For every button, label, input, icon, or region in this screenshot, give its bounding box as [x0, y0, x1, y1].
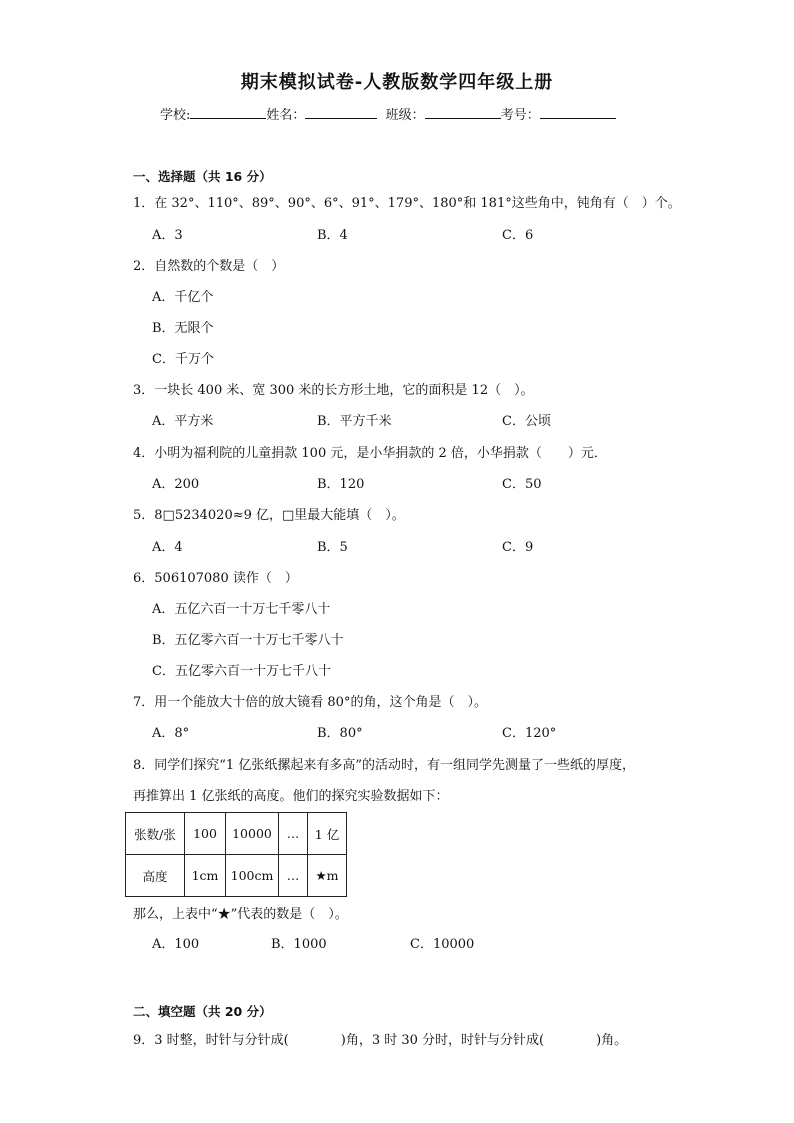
- table-cell: 100cm: [226, 855, 279, 897]
- q6-option-b[interactable]: B．五亿零六百一十万七千零八十: [152, 633, 344, 648]
- table-cell: 100: [185, 813, 226, 855]
- q4-option-c[interactable]: C．50: [502, 477, 542, 492]
- section-heading-choice: 一、选择题（共 16 分）: [133, 169, 272, 184]
- q2-option-c[interactable]: C．千万个: [152, 352, 214, 367]
- paper-thickness-table: [125, 812, 347, 897]
- q5-option-a[interactable]: A．4: [152, 540, 183, 555]
- q6-option-c[interactable]: C．五亿零六百一十万七千八十: [152, 664, 331, 679]
- question-5: 5．8□5234020≈9 亿，□里最大能填（ ）。: [133, 508, 405, 523]
- table-cell: …: [279, 813, 308, 855]
- q7-option-c[interactable]: C．120°: [502, 726, 557, 741]
- question-8-line-1: 8．同学们探究“1 亿张纸摞起来有多高”的活动时，有一组同学先测量了一些纸的厚度，: [133, 758, 635, 773]
- table-row: [126, 855, 347, 897]
- question-8-line-2: 再推算出 1 亿张纸的高度。他们的探究实验数据如下：: [133, 789, 449, 804]
- question-7: 7．用一个能放大十倍的放大镜看 80°的角，这个角是（ ）。: [133, 695, 487, 710]
- q3-option-c[interactable]: C．公顷: [502, 414, 551, 429]
- table-cell: 高度: [126, 855, 185, 897]
- q8-option-a[interactable]: A．100: [152, 937, 200, 952]
- q2-option-a[interactable]: A．千亿个: [152, 290, 214, 305]
- table-cell: …: [279, 855, 308, 897]
- table-row: [126, 813, 347, 855]
- student-info-line: [160, 104, 616, 123]
- question-9: 9．3 时整，时针与分针成( )角，3 时 30 分时，时针与分针成( )角。: [133, 1033, 628, 1048]
- q1-option-a[interactable]: A．3: [152, 228, 183, 243]
- q5-option-c[interactable]: C．9: [502, 540, 534, 555]
- class-blank[interactable]: [425, 104, 501, 119]
- school-label: 学校:: [160, 108, 191, 123]
- q2-option-b[interactable]: B．无限个: [152, 321, 214, 336]
- question-2: 2．自然数的个数是（ ）: [133, 259, 285, 274]
- section-heading-fill: 二、填空题（共 20 分）: [133, 1004, 272, 1019]
- table-cell: ★m: [308, 855, 347, 897]
- table-cell: 1cm: [185, 855, 226, 897]
- q1-option-b[interactable]: B．4: [317, 228, 348, 243]
- name-label: 姓名：: [266, 108, 306, 123]
- question-4: 4．小明为福利院的儿童捐款 100 元，是小华捐款的 2 倍，小华捐款（ ）元．: [133, 446, 607, 461]
- q8-option-b[interactable]: B．1000: [271, 937, 327, 952]
- school-blank[interactable]: [190, 104, 266, 119]
- q7-option-a[interactable]: A．8°: [152, 726, 190, 741]
- q4-option-b[interactable]: B．120: [317, 477, 365, 492]
- q5-option-b[interactable]: B．5: [317, 540, 348, 555]
- question-8-followup: 那么，上表中“★”代表的数是（ ）。: [133, 907, 348, 922]
- question-1: 1．在 32°、110°、89°、90°、6°、91°、179°、180°和 181°这些角中，钝角有（ ）个。: [133, 196, 681, 211]
- number-blank[interactable]: [540, 104, 616, 119]
- class-label: 班级：: [385, 108, 425, 123]
- question-3: 3．一块长 400 米、宽 300 米的长方形土地，它的面积是 12（ ）。: [133, 383, 534, 398]
- q7-option-b[interactable]: B．80°: [317, 726, 363, 741]
- page-title: 期末模拟试卷-人教版数学四年级上册: [240, 72, 554, 93]
- table-cell: 张数/张: [126, 813, 185, 855]
- number-label: 考号：: [500, 108, 540, 123]
- name-blank[interactable]: [305, 104, 377, 119]
- q4-option-a[interactable]: A．200: [152, 477, 200, 492]
- question-6: 6．506107080 读作（ ）: [133, 571, 298, 586]
- q3-option-b[interactable]: B．平方千米: [317, 414, 392, 429]
- q1-option-c[interactable]: C．6: [502, 228, 534, 243]
- q8-option-c[interactable]: C．10000: [410, 937, 475, 952]
- q3-option-a[interactable]: A．平方米: [152, 414, 214, 429]
- table-cell: 10000: [226, 813, 279, 855]
- q6-option-a[interactable]: A．五亿六百一十万七千零八十: [152, 602, 331, 617]
- table-cell: 1 亿: [308, 813, 347, 855]
